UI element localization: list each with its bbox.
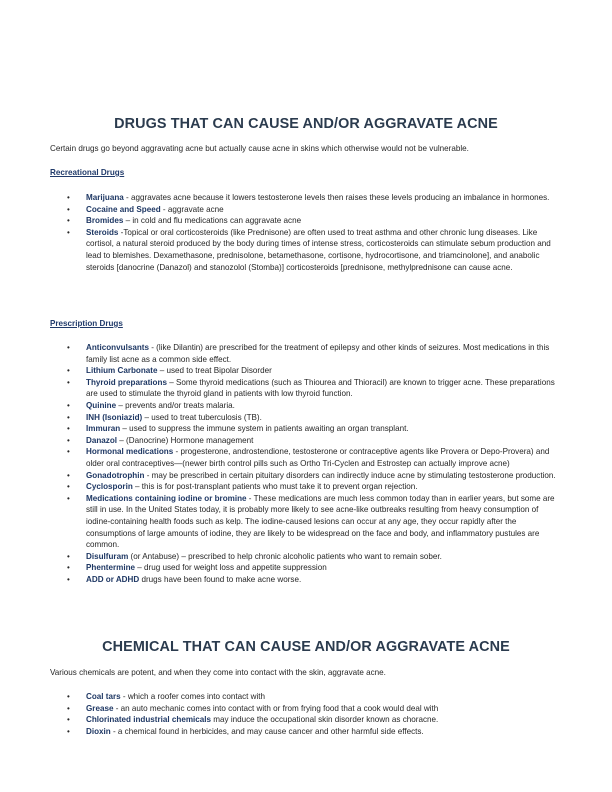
item-term: ADD or ADHD (86, 574, 140, 584)
item-description: drugs have been found to make acne worse. (139, 574, 302, 584)
item-description: - may be prescribed in certain pituitary disorders can indirectly induce acne by stimulating testosterone production. (144, 470, 556, 480)
item-description: - an auto mechanic comes into contact with or from frying food that a cook would deal with (113, 703, 439, 713)
bullet-icon: • (67, 470, 70, 480)
bullet-icon: • (67, 204, 70, 214)
item-term: Danazol (86, 435, 118, 445)
item-term: Steroids (86, 227, 119, 237)
bullet-icon: • (67, 343, 70, 352)
chemicals-list (50, 691, 562, 737)
bullet-icon: • (67, 377, 70, 387)
list-item (50, 342, 562, 365)
list-item (50, 204, 562, 216)
item-description: - (like Dilantin) are prescribed for the treatment of epilepsy and other kinds of seizures. Most medications in this family list acne as a common side effect. (86, 343, 550, 364)
bullet-icon: • (67, 482, 70, 492)
list-item (50, 551, 562, 563)
item-description: - These medications are much less common today than in earlier years, but some are still in use. In the United States today, it is probably more likely to see acne-like outbreaks resulting from heavy consumption of iodine-containing health foods such as kelp. The iodine-caused lesions can occur at any age, they occur rapidly after the consumptions of large amounts of iodine, they are likely to be widespread on the face and body, and inflammatory pustules are common. (86, 493, 555, 550)
bullet-icon: • (67, 216, 70, 226)
item-description: - a chemical found in herbicides, and may cause cancer and other harmful side effects. (110, 726, 424, 736)
list-item (50, 400, 562, 412)
list-item (50, 215, 562, 227)
item-term: Cyclosporin (86, 482, 133, 492)
item-description: – used to treat tuberculosis (TB). (142, 412, 262, 422)
list-item (50, 703, 562, 715)
item-description: (or Antabuse) – prescribed to help chronic alcoholic patients who want to remain sober. (128, 551, 442, 561)
item-description: may induce the occupational skin disorder known as choracne. (211, 715, 439, 725)
item-term: Quinine (86, 400, 117, 410)
list-item (50, 562, 562, 574)
heading-chemicals: CHEMICAL THAT CAN CAUSE AND/OR AGGRAVATE ACNE (102, 639, 510, 655)
list-item (50, 574, 562, 586)
list-item (50, 493, 562, 551)
item-description: – this is for post-transplant patients who must take it to prevent organ rejection. (132, 482, 418, 492)
item-term: Immuran (86, 424, 121, 434)
item-term: Bromides (86, 216, 124, 226)
bullet-icon: • (67, 447, 70, 457)
item-term: Dioxin (86, 726, 111, 736)
list-item (50, 412, 562, 424)
list-item (50, 714, 562, 726)
item-term: INH (Isoniazid) (86, 412, 143, 422)
item-term: Thyroid preparations (86, 377, 167, 387)
item-description: – Some thyroid medications (such as Thiourea and Thioracil) are known to trigger acne. These preparations are used to stimulate the thyroid gland in patients with low thyroid function. (86, 377, 555, 399)
item-term: Coal tars (86, 692, 121, 701)
item-description: – (Danocrine) Hormone management (117, 435, 254, 445)
bullet-icon: • (67, 193, 70, 202)
item-description: – prevents and/or treats malaria. (116, 400, 235, 410)
bullet-icon: • (67, 412, 70, 422)
bullet-icon: • (67, 227, 70, 237)
item-term: Chlorinated industrial chemicals (86, 715, 212, 725)
list-item (50, 470, 562, 482)
item-term: Cocaine and Speed (86, 204, 161, 214)
subheading-recreational: Recreational Drugs (50, 168, 125, 177)
item-term: Lithium Carbonate (86, 366, 158, 376)
list-item (50, 481, 562, 493)
item-term: Grease (86, 703, 114, 713)
intro-drugs: Certain drugs go beyond aggravating acne but actually cause acne in skins which otherwise would not be vulnerable. (50, 144, 469, 153)
list-item (50, 726, 562, 738)
item-description: – used to suppress the immune system in patients awaiting an organ transplant. (120, 424, 409, 434)
bullet-icon: • (67, 424, 70, 434)
list-item (50, 192, 562, 204)
item-description: -Topical or oral corticosteroids (like Prednisone) are often used to treat asthma and other chronic lung diseases. Like cortisol, a natural steroid produced by the body during times of intense stress, corticosteroids can stimulate sebum production and lead to blemishes. Dexamethasone, prednisolone, betamethasone, cortisone, hydrocortisone, and triamcinolone], and anabolic steroids [danocrine (Danazol) and stanozolol (Stomba)] corticosteroids [prednisone, methylprednisone can cause acne. (86, 227, 551, 272)
prescription-list (50, 342, 562, 585)
list-item (50, 435, 562, 447)
intro-chemicals: Various chemicals are potent, and when they come into contact with the skin, aggravate acne. (50, 668, 386, 677)
list-item (50, 365, 562, 377)
bullet-icon: • (67, 563, 70, 573)
item-description: - aggravate acne (160, 204, 224, 214)
heading-drugs: DRUGS THAT CAN CAUSE AND/OR AGGRAVATE ACNE (114, 116, 498, 132)
list-item (50, 377, 562, 400)
item-term: Medications containing iodine or bromine (86, 493, 247, 503)
list-item (50, 691, 562, 703)
item-term: Marijuana (86, 193, 124, 202)
list-item (50, 423, 562, 435)
item-term: Anticonvulsants (86, 343, 149, 352)
bullet-icon: • (67, 692, 70, 701)
bullet-icon: • (67, 574, 70, 584)
list-item (50, 446, 562, 469)
bullet-icon: • (67, 435, 70, 445)
bullet-icon: • (67, 366, 70, 376)
item-term: Gonadotrophin (86, 470, 145, 480)
recreational-list (50, 192, 562, 273)
bullet-icon: • (67, 715, 70, 725)
bullet-icon: • (67, 726, 70, 736)
item-term: Phentermine (86, 563, 136, 573)
item-term: Disulfuram (86, 551, 129, 561)
item-term: Hormonal medications (86, 447, 174, 457)
item-description: - progesterone, androstendione, testosterone or contraceptive agents like Provera or Depo-Provera) and older oral contraceptives—(newer birth control pills such as Ortho Tri-Cyclen and Estrostep can actually improve acne) (86, 447, 550, 468)
item-description: – drug used for weight loss and appetite suppression (135, 563, 327, 573)
item-description: - aggravates acne because it lowers testosterone levels then raises these levels producing an imbalance in hormones. (123, 193, 550, 202)
bullet-icon: • (67, 400, 70, 410)
item-description: - which a roofer comes into contact with (120, 692, 266, 701)
bullet-icon: • (67, 551, 70, 561)
subheading-prescription: Prescription Drugs (50, 319, 123, 328)
item-description: – used to treat Bipolar Disorder (157, 366, 272, 376)
list-item (50, 227, 562, 273)
bullet-icon: • (67, 493, 70, 503)
item-description: – in cold and flu medications can aggravate acne (123, 216, 302, 226)
bullet-icon: • (67, 703, 70, 713)
